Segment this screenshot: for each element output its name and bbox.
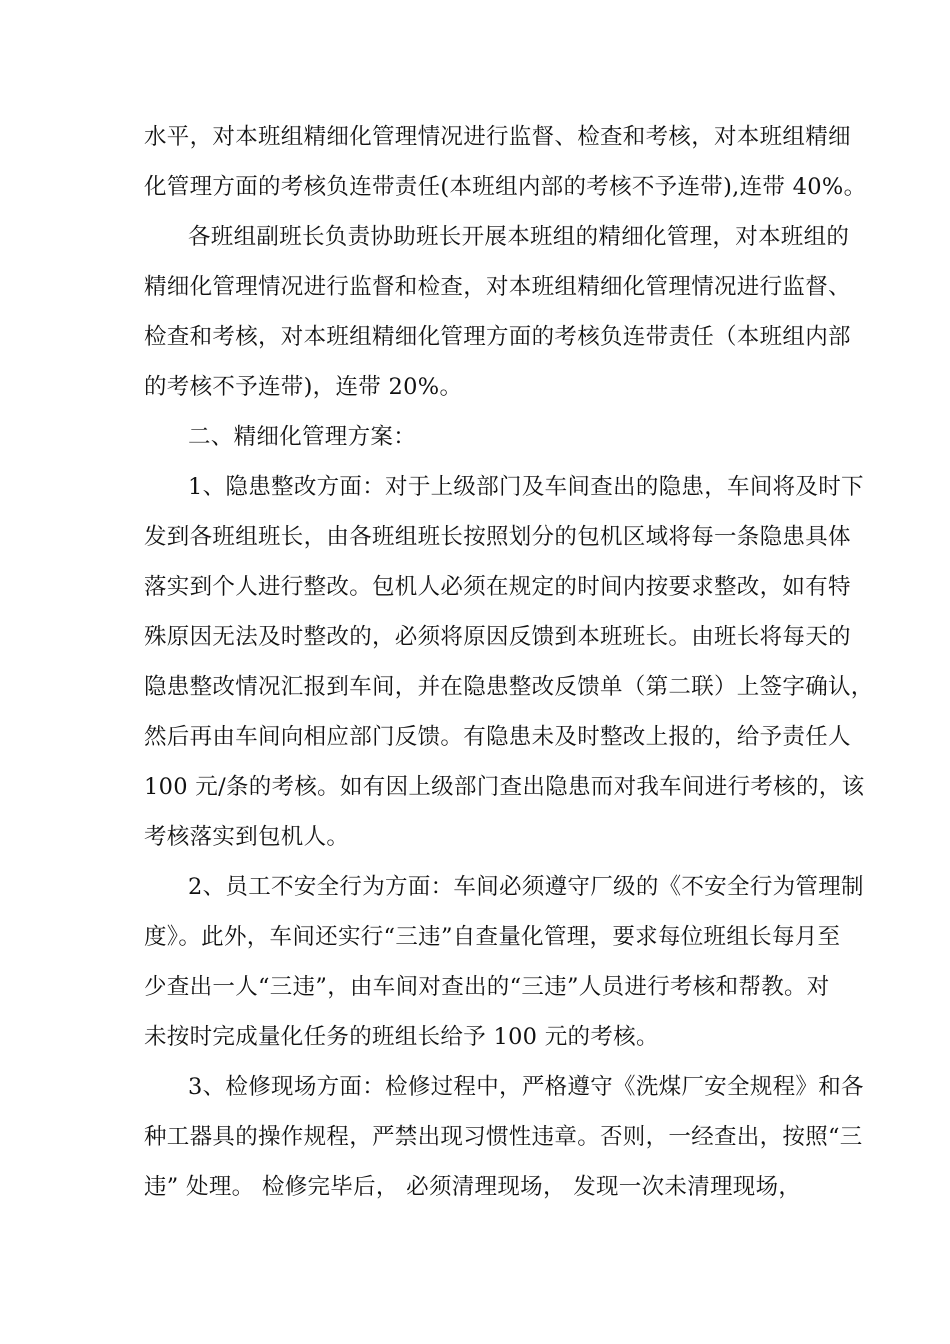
text-line: 考核落实到包机人。 (144, 824, 350, 850)
text-line: 发到各班组班长，由各班组班长按照划分的包机区域将每一条隐患具体 (144, 524, 851, 550)
text-line: 少查出一人“三违”，由车间对查出的“三违”人员进行考核和帮教。对 (144, 974, 830, 1000)
text-line: 度》。此外，车间还实行“三违”自查量化管理，要求每位班组长每月至 (144, 924, 841, 950)
text-line: 殊原因无法及时整改的，必须将原因反馈到本班班长。由班长将每天的 (144, 624, 851, 650)
paragraph-start-line: 2、员工不安全行为方面：车间必须遵守厂级的《不安全行为管理制 (188, 874, 864, 900)
text-line: 化管理方面的考核负连带责任(本班组内部的考核不予连带),连带 40%。 (144, 174, 867, 200)
text-line: 水平，对本班组精细化管理情况进行监督、检查和考核，对本班组精细 (144, 124, 851, 150)
paragraph-start-line: 1、隐患整改方面：对于上级部门及车间查出的隐患，车间将及时下 (188, 474, 864, 500)
text-line: 然后再由车间向相应部门反馈。有隐患未及时整改上报的，给予责任人 (144, 724, 851, 750)
text-line: 种工器具的操作规程，严禁出现习惯性违章。否则，一经查出，按照“三 (144, 1124, 863, 1150)
paragraph-start-line: 3、检修现场方面：检修过程中，严格遵守《洗煤厂安全规程》和各 (188, 1074, 864, 1100)
text-line: 100 元/条的考核。如有因上级部门查出隐患而对我车间进行考核的，该 (144, 774, 865, 800)
text-line: 隐患整改情况汇报到车间，并在隐患整改反馈单（第二联）上签字确认， (144, 674, 874, 700)
text-line: 落实到个人进行整改。包机人必须在规定的时间内按要求整改，如有特 (144, 574, 851, 600)
section-heading: 二、精细化管理方案： (188, 424, 417, 450)
paragraph-start-line: 各班组副班长负责协助班长开展本班组的精细化管理，对本班组的 (188, 224, 850, 250)
text-line: 的考核不予连带)，连带 20%。 (144, 374, 463, 400)
text-line: 违” 处理。 检修完毕后， 必须清理现场， 发现一次未清理现场， (144, 1174, 802, 1200)
text-line: 检查和考核，对本班组精细化管理方面的考核负连带责任（本班组内部 (144, 324, 851, 350)
text-line: 精细化管理情况进行监督和检查，对本班组精细化管理情况进行监督、 (144, 274, 851, 300)
text-line: 未按时完成量化任务的班组长给予 100 元的考核。 (144, 1024, 659, 1050)
